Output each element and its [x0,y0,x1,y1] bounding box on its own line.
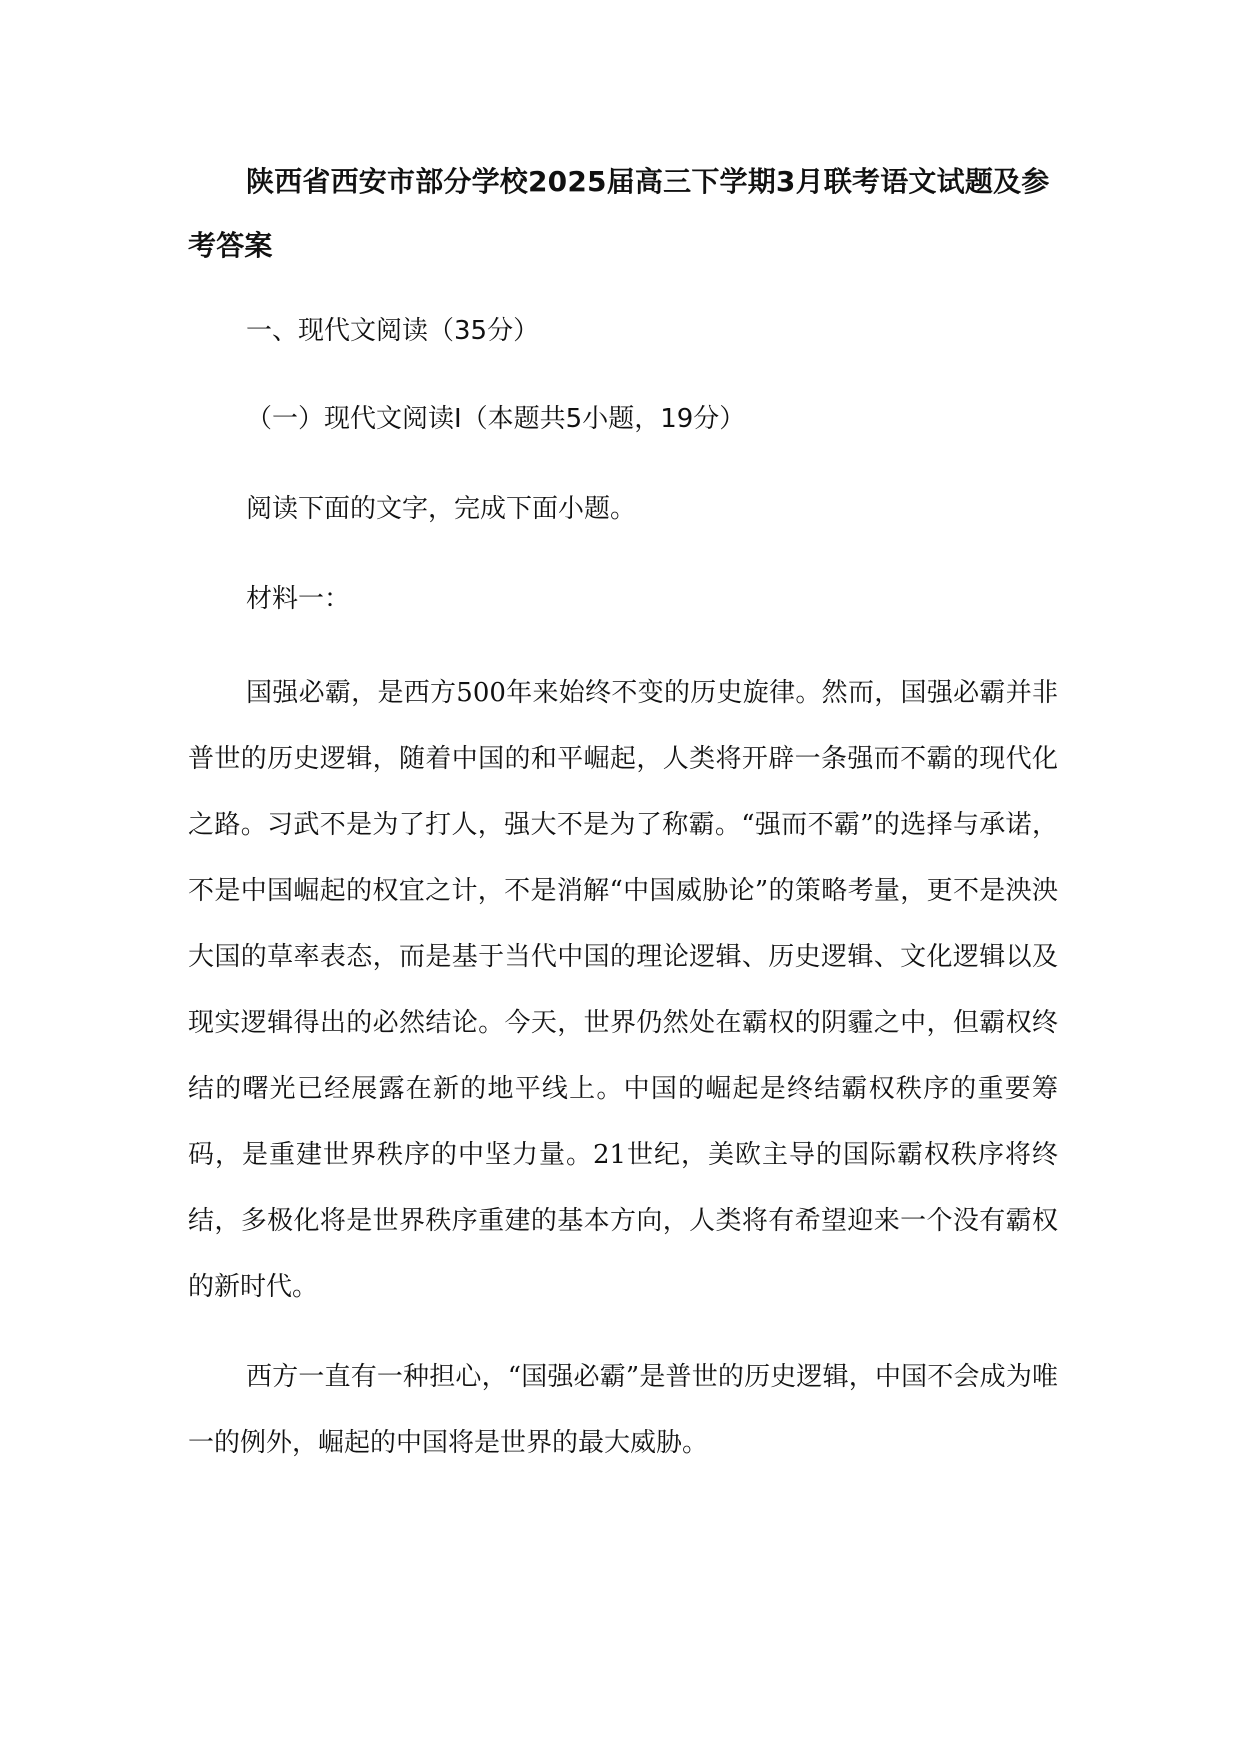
document-title: 陕西省西安市部分学校2025届高三下学期3月联考语文试题及参考答案 [188,165,1050,262]
body-paragraph-2: 西方一直有一种担心，“国强必霸”是普世的历史逻辑，中国不会成为唯一的例外，崛起的中国将是世界的最大威胁。 [188,1362,1058,1458]
section-heading: 一、现代文阅读（35分） [246,316,540,346]
material-label: 材料一： [246,584,351,614]
document-content [188,150,1058,1476]
reading-instruction: 阅读下面的文字，完成下面小题。 [246,494,637,524]
subsection-heading: （一）现代文阅读Ⅰ（本题共5小题，19分） [246,404,746,434]
body-paragraph-1: 国强必霸，是西方500年来始终不变的历史旋律。然而，国强必霸并非普世的历史逻辑，随着中国的和平崛起，人类将开辟一条强而不霸的现代化之路。习武不是为了打人，强大不是为了称霸。“强而不霸”的选择与承诺，不是中国崛起的权宜之计，不是消解“中国威胁论”的策略考量，更不是泱泱大国的草率表态，而是基于当代中国的理论逻辑、历史逻辑、文化逻辑以及现实逻辑得出的必然结论。今天，世界仍然处在霸权的阴霾之中，但霸权终结的曙光已经展露在新的地平线上。中国的崛起是终结霸权秩序的重要筹码，是重建世界秩序的中坚力量。21世纪，美欧主导的国际霸权秩序将终结，多极化将是世界秩序重建的基本方向，人类将有希望迎来一个没有霸权的新时代。 [188,678,1058,1302]
